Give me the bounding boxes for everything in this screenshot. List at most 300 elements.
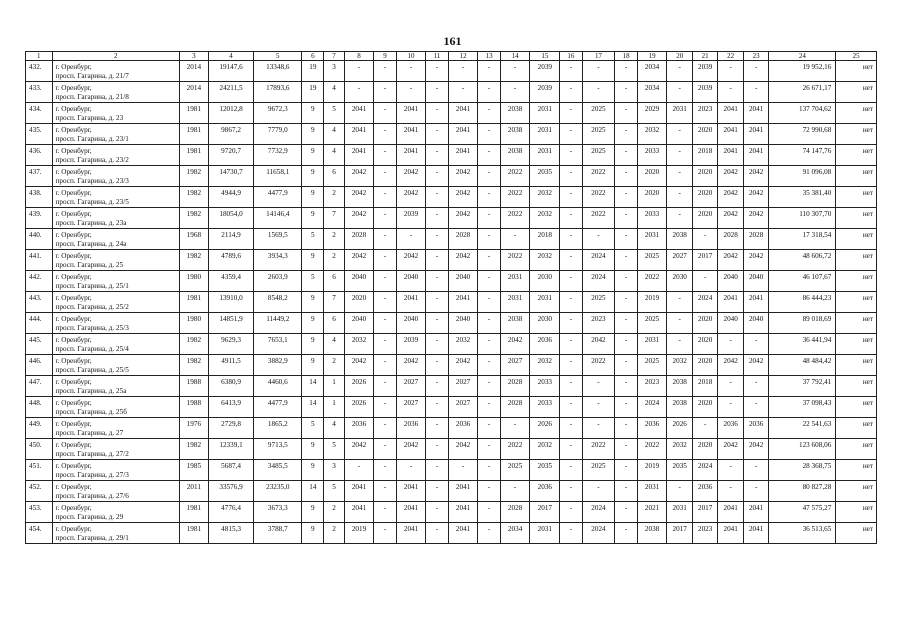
address-city: г. Оренбург, — [55, 210, 92, 218]
cell-col-6: 5 — [302, 229, 324, 250]
cell-col-10: - — [396, 82, 426, 103]
column-number-9: 9 — [374, 52, 396, 61]
column-number-2: 2 — [52, 52, 179, 61]
cell-col-9: - — [374, 376, 396, 397]
cell-col-21: 2020 — [692, 187, 717, 208]
cell-col-11: - — [426, 103, 448, 124]
cell-col-24: 26 671,17 — [769, 82, 836, 103]
cell-col-18: - — [615, 187, 637, 208]
cell-col-8: 2041 — [344, 103, 374, 124]
cell-col-5: 4477,9 — [254, 397, 302, 418]
cell-col-22: - — [718, 61, 743, 82]
cell-col-22: 2042 — [718, 355, 743, 376]
cell-col-13: - — [478, 397, 500, 418]
cell-col-8: 2019 — [344, 523, 374, 544]
cell-col-19: 2031 — [637, 481, 667, 502]
cell-col-18: - — [615, 229, 637, 250]
column-number-10: 10 — [396, 52, 426, 61]
cell-col-20: 2032 — [667, 439, 692, 460]
address-street: просп. Гагарина, д. 25б — [55, 408, 127, 416]
cell-col-18: - — [615, 376, 637, 397]
cell-col-11: - — [426, 292, 448, 313]
cell-col-21: - — [692, 418, 717, 439]
cell-col-21: 2039 — [692, 82, 717, 103]
cell-col-13: - — [478, 103, 500, 124]
cell-col-5: 3934,3 — [254, 250, 302, 271]
cell-col-21: 2020 — [692, 334, 717, 355]
cell-col-13: - — [478, 250, 500, 271]
cell-col-23: 2041 — [743, 502, 768, 523]
cell-col-3: 1981 — [180, 124, 209, 145]
cell-col-22: 2040 — [718, 271, 743, 292]
cell-col-12: 2042 — [448, 187, 478, 208]
cell-col-5: 3882,9 — [254, 355, 302, 376]
column-number-8: 8 — [344, 52, 374, 61]
address-cell — [52, 355, 179, 376]
cell-col-12: 2041 — [448, 103, 478, 124]
cell-col-5: 23235,0 — [254, 481, 302, 502]
cell-col-18: - — [615, 355, 637, 376]
cell-col-16: - — [560, 271, 582, 292]
cell-col-16: - — [560, 124, 582, 145]
cell-col-18: - — [615, 481, 637, 502]
cell-col-11: - — [426, 481, 448, 502]
cell-col-19: 2029 — [637, 103, 667, 124]
cell-col-22: - — [718, 82, 743, 103]
cell-col-9: - — [374, 481, 396, 502]
address-city: г. Оренбург, — [55, 294, 92, 302]
cell-col-19: 2033 — [637, 208, 667, 229]
cell-col-4: 12339,1 — [208, 439, 254, 460]
cell-col-20: - — [667, 187, 692, 208]
row-number-cell: 453. — [26, 502, 53, 523]
address-cell — [52, 166, 179, 187]
column-number-4: 4 — [208, 52, 254, 61]
cell-col-9: - — [374, 355, 396, 376]
cell-col-14: 2031 — [500, 292, 530, 313]
column-number-7: 7 — [324, 52, 344, 61]
cell-col-16: - — [560, 439, 582, 460]
cell-col-25: нет — [836, 271, 877, 292]
address-street: просп. Гагарина, д. 27/3 — [55, 471, 129, 479]
cell-col-13: - — [478, 124, 500, 145]
table-row — [26, 481, 877, 502]
address-street: просп. Гагарина, д. 29/1 — [55, 534, 129, 542]
cell-col-4: 6413,9 — [208, 397, 254, 418]
address-cell — [52, 418, 179, 439]
cell-col-5: 4460,6 — [254, 376, 302, 397]
address-street: просп. Гагарина, д. 23/5 — [55, 198, 129, 206]
cell-col-8: - — [344, 61, 374, 82]
cell-col-11: - — [426, 523, 448, 544]
cell-col-20: 2038 — [667, 397, 692, 418]
cell-col-4: 9720,7 — [208, 145, 254, 166]
cell-col-12: 2042 — [448, 439, 478, 460]
cell-col-21: 2020 — [692, 313, 717, 334]
cell-col-10: - — [396, 229, 426, 250]
cell-col-22: 2042 — [718, 439, 743, 460]
cell-col-4: 9629,3 — [208, 334, 254, 355]
cell-col-25: нет — [836, 250, 877, 271]
cell-col-19: 2019 — [637, 460, 667, 481]
row-number-cell: 447. — [26, 376, 53, 397]
cell-col-3: 2014 — [180, 82, 209, 103]
cell-col-15: 2035 — [530, 460, 560, 481]
address-city: г. Оренбург, — [55, 504, 92, 512]
address-cell — [52, 313, 179, 334]
address-street: просп. Гагарина, д. 23а — [55, 219, 127, 227]
address-city: г. Оренбург, — [55, 147, 92, 155]
cell-col-16: - — [560, 418, 582, 439]
cell-col-16: - — [560, 250, 582, 271]
cell-col-6: 9 — [302, 208, 324, 229]
cell-col-3: 1982 — [180, 208, 209, 229]
cell-col-22: - — [718, 481, 743, 502]
column-number-6: 6 — [302, 52, 324, 61]
cell-col-25: нет — [836, 397, 877, 418]
cell-col-4: 12012,8 — [208, 103, 254, 124]
cell-col-16: - — [560, 481, 582, 502]
cell-col-5: 9672,3 — [254, 103, 302, 124]
cell-col-7: 7 — [324, 292, 344, 313]
cell-col-14: 2022 — [500, 439, 530, 460]
cell-col-16: - — [560, 82, 582, 103]
cell-col-21: 2036 — [692, 481, 717, 502]
cell-col-4: 19147,6 — [208, 61, 254, 82]
cell-col-22: 2042 — [718, 208, 743, 229]
cell-col-8: - — [344, 82, 374, 103]
address-street: просп. Гагарина, д. 23/2 — [55, 156, 129, 164]
cell-col-8: 2036 — [344, 418, 374, 439]
row-number-cell: 433. — [26, 82, 53, 103]
cell-col-7: 3 — [324, 460, 344, 481]
cell-col-10: 2041 — [396, 502, 426, 523]
address-city: г. Оренбург, — [55, 525, 92, 533]
column-number-11: 11 — [426, 52, 448, 61]
cell-col-14: 2022 — [500, 187, 530, 208]
table-row — [26, 523, 877, 544]
cell-col-15: 2030 — [530, 313, 560, 334]
cell-col-17: 2022 — [582, 166, 615, 187]
cell-col-16: - — [560, 460, 582, 481]
cell-col-12: 2041 — [448, 124, 478, 145]
cell-col-11: - — [426, 502, 448, 523]
table-row — [26, 250, 877, 271]
cell-col-13: - — [478, 334, 500, 355]
cell-col-12: 2040 — [448, 271, 478, 292]
cell-col-15: 2030 — [530, 271, 560, 292]
address-cell — [52, 502, 179, 523]
cell-col-7: 5 — [324, 439, 344, 460]
cell-col-17: 2025 — [582, 292, 615, 313]
cell-col-14: 2042 — [500, 334, 530, 355]
cell-col-12: 2041 — [448, 145, 478, 166]
cell-col-9: - — [374, 439, 396, 460]
address-city: г. Оренбург, — [55, 273, 92, 281]
cell-col-9: - — [374, 124, 396, 145]
cell-col-20: - — [667, 124, 692, 145]
address-cell — [52, 523, 179, 544]
cell-col-15: 2032 — [530, 187, 560, 208]
cell-col-3: 1988 — [180, 376, 209, 397]
cell-col-20: - — [667, 61, 692, 82]
cell-col-10: 2041 — [396, 103, 426, 124]
address-city: г. Оренбург, — [55, 420, 92, 428]
cell-col-23: 2041 — [743, 292, 768, 313]
cell-col-19: 2036 — [637, 418, 667, 439]
cell-col-18: - — [615, 82, 637, 103]
cell-col-13: - — [478, 145, 500, 166]
cell-col-8: 2040 — [344, 313, 374, 334]
cell-col-12: 2042 — [448, 208, 478, 229]
cell-col-19: 2031 — [637, 334, 667, 355]
cell-col-14: - — [500, 418, 530, 439]
address-cell — [52, 376, 179, 397]
cell-col-12: 2036 — [448, 418, 478, 439]
cell-col-16: - — [560, 229, 582, 250]
cell-col-23: 2036 — [743, 418, 768, 439]
row-number-cell: 432. — [26, 61, 53, 82]
cell-col-24: 72 990,68 — [769, 124, 836, 145]
column-number-21: 21 — [692, 52, 717, 61]
cell-col-11: - — [426, 229, 448, 250]
cell-col-25: нет — [836, 355, 877, 376]
table-row — [26, 166, 877, 187]
cell-col-6: 5 — [302, 418, 324, 439]
row-number-cell: 445. — [26, 334, 53, 355]
table-row — [26, 103, 877, 124]
cell-col-15: 2017 — [530, 502, 560, 523]
cell-col-16: - — [560, 187, 582, 208]
cell-col-13: - — [478, 481, 500, 502]
cell-col-14: 2028 — [500, 376, 530, 397]
cell-col-9: - — [374, 166, 396, 187]
cell-col-25: нет — [836, 481, 877, 502]
cell-col-14: - — [500, 229, 530, 250]
cell-col-19: 2022 — [637, 271, 667, 292]
cell-col-7: 1 — [324, 376, 344, 397]
cell-col-12: 2041 — [448, 292, 478, 313]
cell-col-3: 1982 — [180, 439, 209, 460]
cell-col-11: - — [426, 61, 448, 82]
cell-col-4: 18054,0 — [208, 208, 254, 229]
cell-col-9: - — [374, 61, 396, 82]
address-cell — [52, 229, 179, 250]
column-number-23: 23 — [743, 52, 768, 61]
cell-col-15: 2036 — [530, 481, 560, 502]
cell-col-14: 2034 — [500, 523, 530, 544]
cell-col-18: - — [615, 271, 637, 292]
address-cell — [52, 460, 179, 481]
cell-col-24: 46 107,67 — [769, 271, 836, 292]
cell-col-3: 1981 — [180, 292, 209, 313]
cell-col-23: 2042 — [743, 187, 768, 208]
address-cell — [52, 61, 179, 82]
table-row — [26, 460, 877, 481]
cell-col-19: 2034 — [637, 82, 667, 103]
cell-col-5: 7779,0 — [254, 124, 302, 145]
cell-col-13: - — [478, 229, 500, 250]
cell-col-22: 2040 — [718, 313, 743, 334]
cell-col-11: - — [426, 334, 448, 355]
cell-col-10: 2039 — [396, 208, 426, 229]
column-number-25: 25 — [836, 52, 877, 61]
cell-col-11: - — [426, 439, 448, 460]
cell-col-24: 123 608,06 — [769, 439, 836, 460]
cell-col-6: 9 — [302, 292, 324, 313]
cell-col-6: 9 — [302, 166, 324, 187]
cell-col-19: 2024 — [637, 397, 667, 418]
cell-col-13: - — [478, 82, 500, 103]
cell-col-20: 2026 — [667, 418, 692, 439]
cell-col-22: 2041 — [718, 103, 743, 124]
address-street: просп. Гагарина, д. 25/1 — [55, 282, 129, 290]
cell-col-10: 2041 — [396, 481, 426, 502]
cell-col-21: 2020 — [692, 355, 717, 376]
address-cell — [52, 208, 179, 229]
cell-col-24: 80 827,28 — [769, 481, 836, 502]
column-number-13: 13 — [478, 52, 500, 61]
cell-col-15: 2018 — [530, 229, 560, 250]
cell-col-24: 35 381,40 — [769, 187, 836, 208]
table-row — [26, 187, 877, 208]
cell-col-17: 2042 — [582, 334, 615, 355]
cell-col-17: 2025 — [582, 103, 615, 124]
cell-col-19: 2022 — [637, 439, 667, 460]
table-row — [26, 145, 877, 166]
cell-col-5: 4477,9 — [254, 187, 302, 208]
cell-col-11: - — [426, 355, 448, 376]
cell-col-20: 2017 — [667, 523, 692, 544]
row-number-cell: 436. — [26, 145, 53, 166]
cell-col-25: нет — [836, 334, 877, 355]
cell-col-10: 2042 — [396, 187, 426, 208]
cell-col-3: 1982 — [180, 187, 209, 208]
cell-col-21: 2023 — [692, 103, 717, 124]
cell-col-16: - — [560, 292, 582, 313]
column-number-17: 17 — [582, 52, 615, 61]
cell-col-20: 2027 — [667, 250, 692, 271]
cell-col-16: - — [560, 376, 582, 397]
cell-col-25: нет — [836, 208, 877, 229]
cell-col-20: - — [667, 313, 692, 334]
cell-col-11: - — [426, 166, 448, 187]
column-number-5: 5 — [254, 52, 302, 61]
cell-col-21: 2020 — [692, 397, 717, 418]
cell-col-24: 91 096,08 — [769, 166, 836, 187]
column-number-20: 20 — [667, 52, 692, 61]
cell-col-8: 2042 — [344, 250, 374, 271]
cell-col-24: 36 441,94 — [769, 334, 836, 355]
cell-col-17: 2024 — [582, 523, 615, 544]
cell-col-18: - — [615, 418, 637, 439]
cell-col-23: 2042 — [743, 166, 768, 187]
cell-col-22: 2041 — [718, 124, 743, 145]
address-cell — [52, 187, 179, 208]
cell-col-7: 4 — [324, 145, 344, 166]
address-city: г. Оренбург, — [55, 105, 92, 113]
cell-col-21: 2024 — [692, 460, 717, 481]
cell-col-18: - — [615, 313, 637, 334]
table-row — [26, 271, 877, 292]
cell-col-22: 2041 — [718, 523, 743, 544]
cell-col-12: 2041 — [448, 523, 478, 544]
cell-col-23: - — [743, 481, 768, 502]
cell-col-5: 17893,6 — [254, 82, 302, 103]
table-row — [26, 61, 877, 82]
cell-col-15: 2039 — [530, 82, 560, 103]
cell-col-11: - — [426, 145, 448, 166]
cell-col-9: - — [374, 82, 396, 103]
cell-col-22: 2041 — [718, 292, 743, 313]
cell-col-10: 2042 — [396, 439, 426, 460]
cell-col-22: - — [718, 460, 743, 481]
cell-col-7: 2 — [324, 355, 344, 376]
cell-col-15: 2032 — [530, 250, 560, 271]
address-cell — [52, 103, 179, 124]
address-cell — [52, 250, 179, 271]
cell-col-12: 2042 — [448, 250, 478, 271]
cell-col-8: 2042 — [344, 439, 374, 460]
address-city: г. Оренбург, — [55, 399, 92, 407]
address-city: г. Оренбург, — [55, 168, 92, 176]
address-cell — [52, 481, 179, 502]
address-street: просп. Гагарина, д. 25а — [55, 387, 127, 395]
cell-col-5: 1865,2 — [254, 418, 302, 439]
cell-col-16: - — [560, 355, 582, 376]
cell-col-19: 2033 — [637, 145, 667, 166]
row-number-cell: 437. — [26, 166, 53, 187]
cell-col-9: - — [374, 397, 396, 418]
cell-col-9: - — [374, 334, 396, 355]
cell-col-24: 37 098,43 — [769, 397, 836, 418]
cell-col-3: 2014 — [180, 61, 209, 82]
cell-col-9: - — [374, 502, 396, 523]
cell-col-6: 14 — [302, 481, 324, 502]
column-number-1: 1 — [26, 52, 53, 61]
cell-col-6: 14 — [302, 397, 324, 418]
cell-col-21: 2020 — [692, 439, 717, 460]
cell-col-8: 2042 — [344, 166, 374, 187]
cell-col-15: 2033 — [530, 376, 560, 397]
address-city: г. Оренбург, — [55, 462, 92, 470]
cell-col-20: - — [667, 481, 692, 502]
cell-col-19: 2025 — [637, 250, 667, 271]
address-cell — [52, 145, 179, 166]
cell-col-15: 2031 — [530, 292, 560, 313]
cell-col-15: 2032 — [530, 355, 560, 376]
cell-col-10: 2040 — [396, 313, 426, 334]
cell-col-21: 2020 — [692, 166, 717, 187]
cell-col-18: - — [615, 334, 637, 355]
cell-col-6: 9 — [302, 460, 324, 481]
address-city: г. Оренбург, — [55, 378, 92, 386]
column-number-3: 3 — [180, 52, 209, 61]
cell-col-18: - — [615, 208, 637, 229]
cell-col-15: 2031 — [530, 145, 560, 166]
cell-col-23: 2042 — [743, 250, 768, 271]
cell-col-23: 2040 — [743, 271, 768, 292]
cell-col-16: - — [560, 61, 582, 82]
cell-col-17: - — [582, 376, 615, 397]
cell-col-14: 2022 — [500, 166, 530, 187]
cell-col-25: нет — [836, 145, 877, 166]
address-street: просп. Гагарина, д. 23/3 — [55, 177, 129, 185]
cell-col-3: 1981 — [180, 523, 209, 544]
cell-col-8: 2041 — [344, 124, 374, 145]
row-number-cell: 451. — [26, 460, 53, 481]
cell-col-20: - — [667, 145, 692, 166]
